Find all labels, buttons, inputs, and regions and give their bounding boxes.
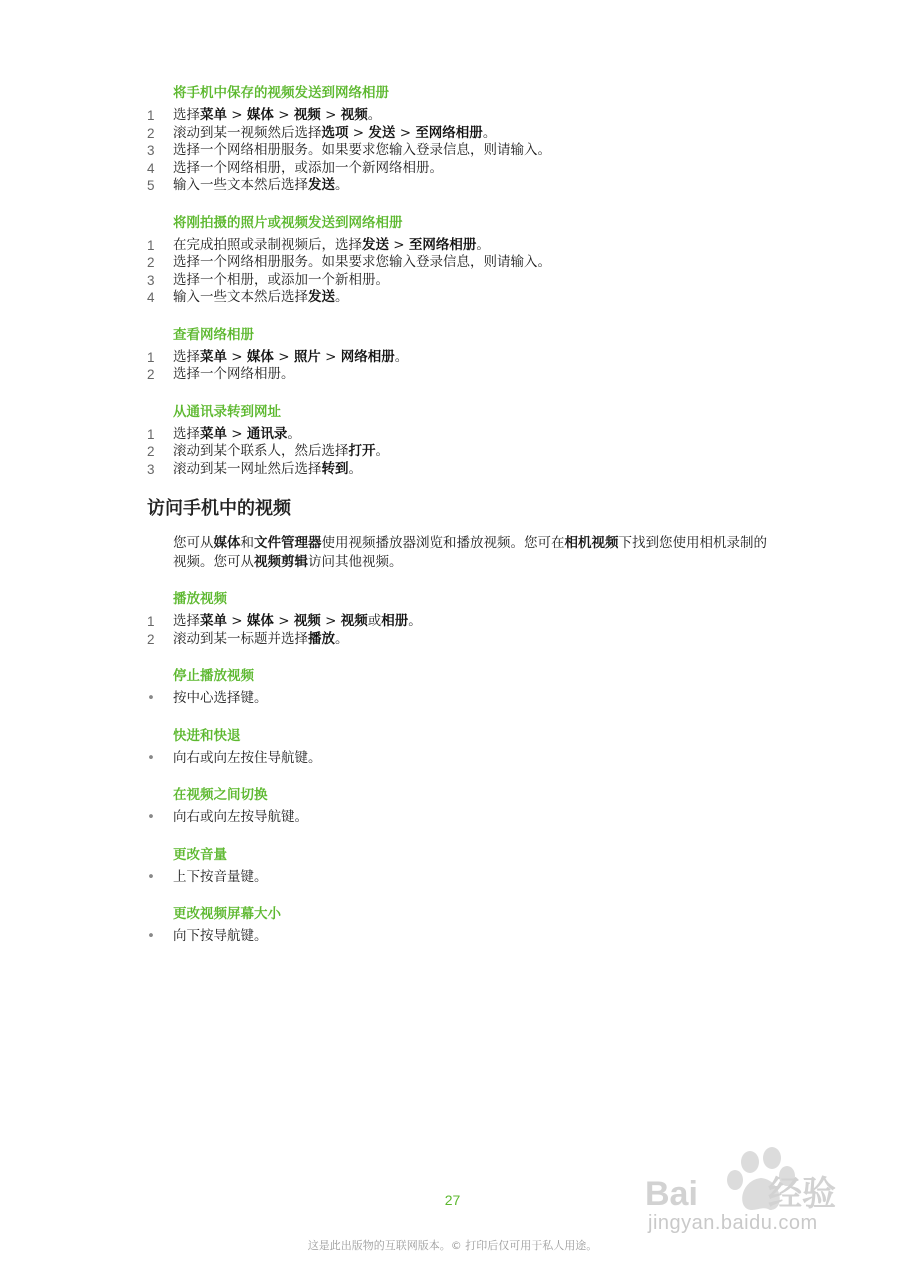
text-run: 。 — [287, 425, 301, 442]
ui-term: 视频 — [293, 613, 321, 629]
list-item — [147, 177, 767, 195]
numbered-list — [147, 237, 767, 307]
step-number: 1 — [147, 108, 155, 123]
ui-term: 视频剪辑 — [254, 554, 308, 570]
bullet-list — [147, 928, 767, 946]
ui-term: 媒体 — [246, 613, 274, 629]
step-number: 3 — [147, 461, 155, 477]
text-run: > — [227, 613, 247, 629]
item-text — [173, 160, 443, 178]
ui-term: 转到 — [321, 460, 349, 477]
list-item — [147, 237, 767, 255]
item-text — [173, 289, 349, 307]
text-run: 滚动到某一标题并选择 — [173, 630, 308, 647]
item-text — [173, 107, 381, 125]
text-run: 。 — [335, 177, 349, 193]
bullet-marker: • — [147, 868, 155, 885]
text-run: 或 — [367, 613, 382, 629]
text-run: 。 — [482, 124, 497, 141]
text-run: 。 — [367, 107, 382, 123]
text-run: 。 — [476, 236, 490, 253]
subsection-heading: 更改音量 — [173, 846, 227, 863]
text-run: > — [320, 348, 341, 365]
item-text — [173, 366, 295, 384]
numbered-list — [147, 349, 767, 384]
list-item — [147, 443, 767, 461]
text-run: 选择 — [173, 107, 200, 123]
text-run: 选择一个网络相册，或添加一个新网络相册。 — [173, 159, 443, 176]
ui-term: 至网络相册 — [415, 124, 483, 141]
step-number: 4 — [147, 160, 155, 176]
list-item — [147, 690, 767, 708]
text-run: 上下按音量键。 — [173, 868, 268, 885]
footer-note: 这是此出版物的互联网版本。© 打印后仅可用于私人用途。 — [307, 1239, 598, 1252]
ui-term: 菜单 — [200, 425, 227, 442]
list-item — [147, 142, 767, 160]
list-item — [147, 254, 767, 272]
text-run: > — [320, 107, 341, 123]
bullet-list — [147, 690, 767, 708]
ui-term: 视频 — [340, 107, 368, 123]
text-run: > — [389, 236, 409, 253]
text-run: 访问其他视频。 — [308, 554, 403, 570]
subsection-heading: 快进和快退 — [173, 727, 241, 744]
item-text — [173, 443, 389, 461]
item-text — [173, 142, 551, 160]
text-run: 选择一个网络相册服务。如果要求您输入登录信息，则请输入。 — [173, 142, 551, 158]
page-number: 27 — [444, 1192, 461, 1208]
text-run: 选择一个网络相册。 — [173, 366, 295, 382]
bullet-marker: • — [147, 809, 155, 825]
section-group-video — [147, 590, 767, 946]
text-run: 。 — [335, 630, 349, 647]
ui-term: 发送 — [308, 177, 335, 193]
list-item — [147, 366, 767, 384]
ui-term: 视频 — [340, 613, 368, 629]
text-run: 。 — [375, 443, 389, 459]
subsection-heading: 将手机中保存的视频发送到网络相册 — [173, 85, 389, 101]
text-run: 在完成拍照或录制视频后，选择 — [173, 236, 362, 253]
text-run: > — [395, 124, 416, 141]
text-run: 向右或向左按住导航键。 — [173, 749, 322, 766]
ui-term: 相机视频 — [564, 535, 619, 551]
text-run: > — [227, 348, 247, 365]
numbered-list — [147, 613, 767, 648]
text-run: > — [227, 107, 247, 123]
step-number: 2 — [147, 631, 155, 647]
list-item — [147, 869, 767, 887]
bullet-list — [147, 809, 767, 827]
subsection-heading: 播放视频 — [173, 591, 227, 607]
step-number: 5 — [147, 178, 155, 193]
text-run: 下找到您使用相机录制的视频。您可从 — [173, 535, 767, 570]
step-number: 3 — [147, 143, 155, 158]
text-run: 向右或向左按导航键。 — [173, 809, 308, 825]
item-text — [173, 254, 551, 272]
ui-term: 视频 — [293, 107, 321, 123]
step-number: 2 — [147, 444, 155, 459]
item-text — [173, 177, 349, 195]
text-run: > — [348, 124, 369, 141]
ui-term: 媒体 — [246, 348, 274, 365]
watermark-url: jingyan.baidu.com — [648, 1212, 818, 1234]
bullet-list — [147, 869, 767, 887]
list-item — [147, 613, 767, 631]
item-text — [173, 272, 389, 290]
list-item — [147, 461, 767, 479]
ui-term: 发送 — [368, 124, 396, 141]
step-number: 2 — [147, 367, 155, 382]
ui-term: 媒体 — [213, 535, 241, 551]
ui-term: 照片 — [293, 348, 321, 365]
ui-term: 打开 — [348, 443, 376, 459]
text-run: > — [273, 348, 294, 365]
ui-term: 文件管理器 — [254, 535, 322, 551]
bullet-marker: • — [147, 928, 155, 944]
bullet-list — [147, 750, 767, 768]
ui-term: 网络相册 — [340, 348, 395, 365]
text-run: 滚动到某一网址然后选择 — [173, 460, 322, 477]
step-number: 2 — [147, 125, 155, 141]
text-run: > — [227, 425, 247, 442]
ui-term: 发送 — [362, 236, 389, 253]
text-run: 选择一个网络相册服务。如果要求您输入登录信息，则请输入。 — [173, 254, 551, 270]
ui-term: 播放 — [308, 630, 335, 647]
text-run: 使用视频播放器浏览和播放视频。您可在 — [321, 535, 565, 551]
list-item — [147, 289, 767, 307]
text-run: 选择 — [173, 425, 200, 442]
bullet-marker: • — [147, 690, 155, 706]
subsection-heading: 停止播放视频 — [173, 668, 254, 684]
step-number: 2 — [147, 255, 155, 270]
numbered-list — [147, 107, 767, 195]
step-number: 4 — [147, 290, 155, 305]
list-item — [147, 107, 767, 125]
main-section-title: 访问手机中的视频 — [147, 498, 291, 519]
subsection-heading: 将刚拍摄的照片或视频发送到网络相册 — [173, 214, 403, 231]
ui-term: 菜单 — [200, 348, 227, 365]
list-item — [147, 426, 767, 444]
item-text — [173, 928, 268, 946]
text-run: 。 — [335, 289, 349, 305]
text-run: 向下按导航键。 — [173, 928, 268, 944]
bullet-marker: • — [147, 749, 155, 766]
text-run: 选择一个相册，或添加一个新相册。 — [173, 271, 389, 288]
list-item — [147, 809, 767, 827]
list-item — [147, 349, 767, 367]
list-item — [147, 928, 767, 946]
item-text — [173, 750, 322, 768]
subsection-heading: 在视频之间切换 — [173, 787, 268, 803]
step-number: 1 — [147, 237, 155, 253]
subsection-heading: 更改视频屏幕大小 — [173, 906, 281, 922]
ui-term: 媒体 — [246, 107, 274, 123]
item-text — [173, 869, 268, 887]
text-run: 。 — [394, 348, 409, 365]
list-item — [147, 125, 767, 143]
item-text — [173, 125, 496, 143]
list-item — [147, 272, 767, 290]
text-run: 滚动到某一视频然后选择 — [173, 124, 322, 141]
item-text — [173, 349, 408, 367]
list-item — [147, 160, 767, 178]
text-run: 选择 — [173, 613, 200, 629]
text-run: 滚动到某个联系人，然后选择 — [173, 443, 349, 459]
text-run: 输入一些文本然后选择 — [173, 289, 308, 305]
item-text — [173, 461, 362, 479]
step-number: 1 — [147, 426, 155, 442]
ui-term: 至网络相册 — [408, 236, 477, 253]
text-run: 按中心选择键。 — [173, 690, 268, 706]
step-number: 1 — [147, 614, 155, 629]
step-number: 3 — [147, 272, 155, 288]
ui-term: 菜单 — [200, 107, 227, 123]
item-text — [173, 613, 422, 631]
item-text — [173, 809, 308, 827]
subsection-heading: 查看网络相册 — [173, 326, 254, 343]
text-run: 输入一些文本然后选择 — [173, 177, 308, 193]
step-number: 1 — [147, 349, 155, 365]
content-column — [147, 84, 767, 965]
ui-term: 通讯录 — [246, 425, 288, 442]
item-text — [173, 237, 490, 255]
ui-term: 选项 — [321, 124, 349, 141]
item-text — [173, 690, 268, 708]
text-run: 选择 — [173, 348, 200, 365]
intro-paragraph — [173, 534, 767, 572]
numbered-list — [147, 426, 767, 479]
item-text — [173, 426, 301, 444]
text-run: 。 — [408, 613, 422, 629]
text-run: > — [273, 613, 294, 629]
list-item — [147, 750, 767, 768]
text-run: 。 — [348, 460, 362, 477]
svg-text:Bai: Bai — [645, 1175, 698, 1213]
subsection-heading: 从通讯录转到网址 — [173, 403, 281, 420]
text-run: > — [273, 107, 294, 123]
section-group-albums — [147, 84, 767, 478]
ui-term: 发送 — [308, 289, 335, 305]
ui-term: 相册 — [381, 613, 409, 629]
text-run: 和 — [240, 535, 254, 551]
text-run: 您可从 — [173, 535, 214, 551]
svg-text:经验: 经验 — [768, 1175, 836, 1213]
item-text — [173, 631, 349, 649]
list-item — [147, 631, 767, 649]
ui-term: 菜单 — [200, 613, 227, 629]
text-run: > — [320, 613, 341, 629]
